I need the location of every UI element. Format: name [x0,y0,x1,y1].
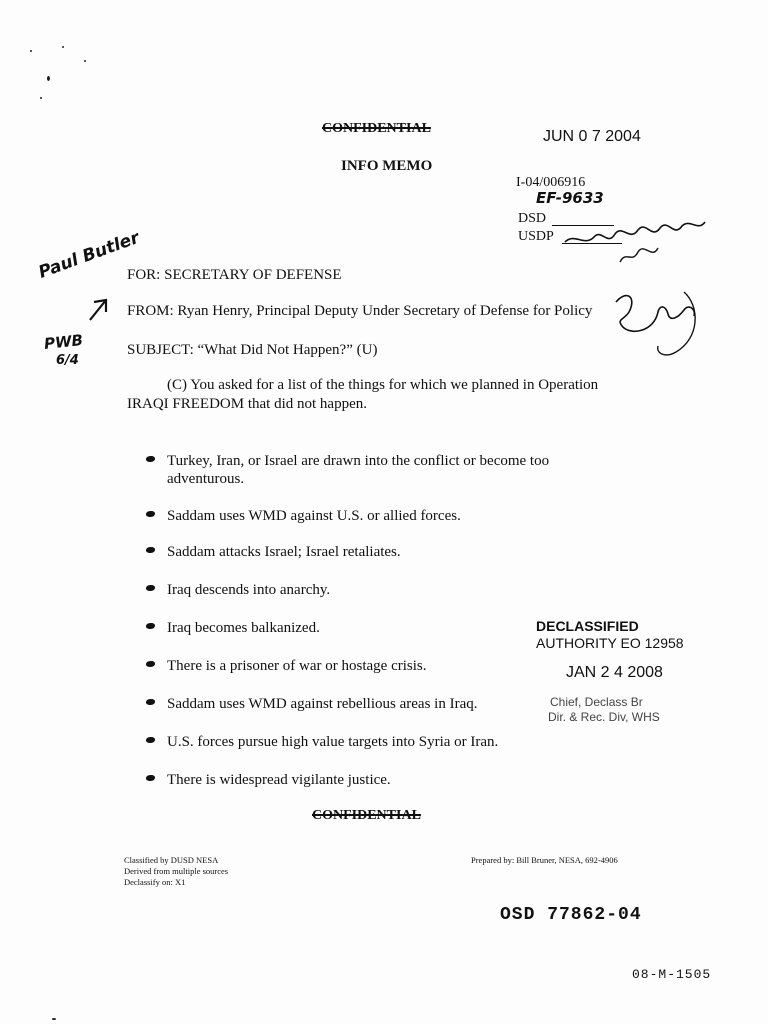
list-item: Saddam uses WMD against U.S. or allied forces. [146,508,461,525]
list-item: Saddam uses WMD against rebellious areas in Iraq. [146,696,477,713]
bullet-icon [146,661,155,667]
intro-line-1: You asked for a list of the things for which we planned in Operation [190,377,599,393]
classification-block [124,855,228,888]
bullet-icon [146,456,155,462]
list-item: Saddam attacks Israel; Israel retaliates. [146,544,401,561]
handwritten-initials: PWB [43,331,84,353]
bullet-icon [146,699,155,705]
handwritten-initials-scribble-icon [560,212,710,272]
ef-number: EF-9633 [536,189,604,207]
scan-speck [30,50,32,52]
usdp-label: USDP [518,229,554,244]
declass-stamp [536,618,684,652]
bullet-icon [146,623,155,629]
declass-date: JAN 2 4 2008 [566,664,663,681]
arrow-icon [84,294,114,324]
from-line: FROM: Ryan Henry, Principal Deputy Under Secretary of Defense for Policy [127,303,593,319]
for-line: FOR: SECRETARY OF DEFENSE [127,267,342,283]
scan-speck [47,76,50,81]
bullet-icon [146,585,155,591]
list-item: U.S. forces pursue high value targets into Syria or Iran. [146,734,498,751]
reference-number: I-04/006916 [516,175,586,190]
handwritten-name: Paul Butler [36,227,143,283]
bullet-icon [146,547,155,553]
classification-mark: (C) [167,377,187,393]
list-item: There is widespread vigilante justice. [146,772,391,789]
case-number: 08-M-1505 [632,967,712,982]
bullet-icon [146,511,155,517]
prepared-by: Prepared by: Bill Bruner, NESA, 692-4906 [471,855,618,865]
scan-speck [84,60,86,62]
derived-from: Derived from multiple sources [124,866,229,876]
declass-title: DECLASSIFIED [536,618,639,634]
declass-authority: AUTHORITY EO 12958 [536,635,684,651]
dsd-label: DSD [518,211,547,226]
intro-paragraph [127,376,598,414]
signature-icon [596,282,706,362]
list-item: Turkey, Iran, or Israel are drawn into the conflict or become too adventurous. [146,452,549,488]
control-number: OSD 77862-04 [500,905,642,925]
classification-top: CONFIDENTIAL [322,121,431,136]
classification-bottom: CONFIDENTIAL [312,808,421,823]
declass-chief: Chief, Declass Br [550,695,643,709]
handwritten-date: 6/4 [56,353,79,368]
intro-line-2: IRAQI FREEDOM that did not happen. [127,396,367,412]
date-stamp: JUN 0 7 2004 [543,128,641,145]
memo-type: INFO MEMO [341,158,433,174]
declassify-on: Declassify on: X1 [124,877,186,887]
declass-division: Dir. & Rec. Div, WHS [548,710,660,724]
list-item: Iraq descends into anarchy. [146,582,330,599]
list-item: There is a prisoner of war or hostage crisis. [146,658,427,675]
subject-line: SUBJECT: “What Did Not Happen?” (U) [127,342,378,358]
scan-speck [52,1018,56,1020]
bullet-icon [146,737,155,743]
list-item: Iraq becomes balkanized. [146,620,320,637]
classified-by: Classified by DUSD NESA [124,855,219,865]
scan-speck [62,46,64,48]
scan-speck [40,97,42,99]
bullet-icon [146,775,155,781]
